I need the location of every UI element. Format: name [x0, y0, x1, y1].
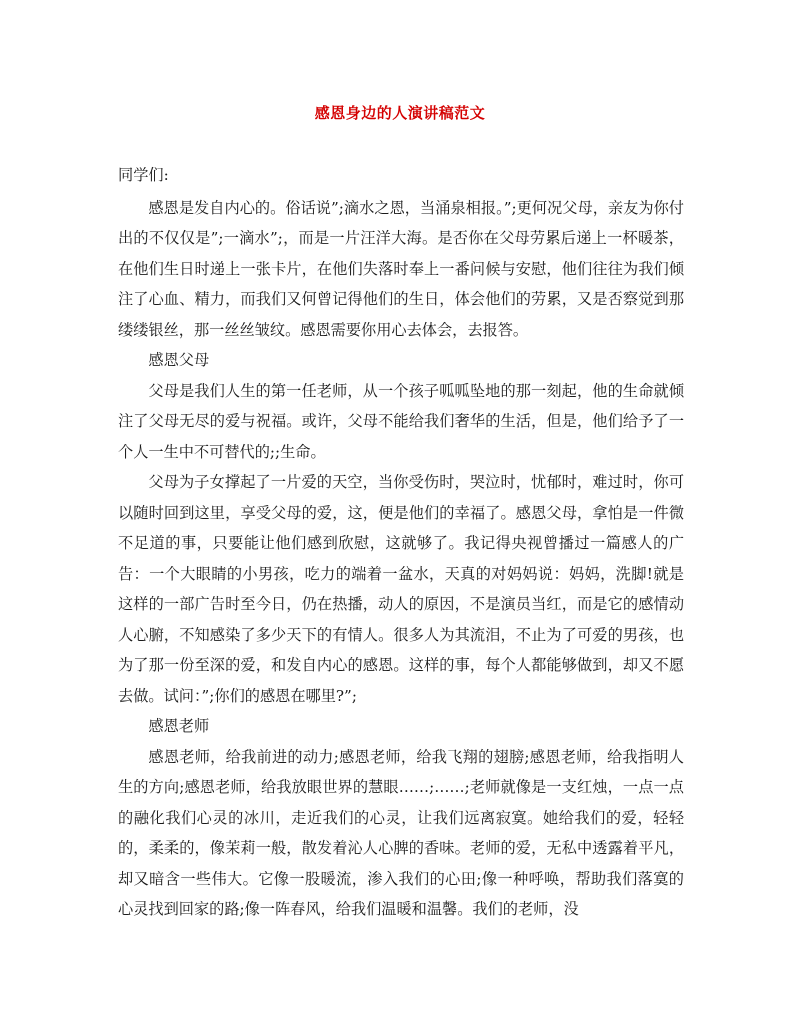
- paragraph-teachers: 感恩老师，给我前进的动力;感恩老师，给我飞翔的翅膀;感恩老师，给我指明人生的方向;感恩老师，给我放眼世界的慧眼……;……;老师就像是一支红烛，一点一点的融化我们心灵的冰川，走近我们的心灵，让我们远离寂寞。她给我们的爱，轻轻的，柔柔的，像茉莉一般，散发着沁人心脾的香味。老师的爱，无私中透露着平凡，却又暗含一些伟大。它像一股暖流，渗入我们的心田;像一种呼唤，帮助我们落寞的心灵找到回家的路;像一阵春风，给我们温暖和温馨。我们的老师，没: [118, 747, 684, 918]
- greeting: 同学们:: [118, 166, 169, 184]
- paragraph-intro: 感恩是发自内心的。俗话说”;滴水之恩，当涌泉相报。”;更何况父母，亲友为你付出的不仅仅是”;一滴水”;，而是一片汪洋大海。是否你在父母劳累后递上一杯暖茶，在他们生日时递上一张卡片，在他们失落时奉上一番问候与安慰，他们往往为我们倾注了心血、精力，而我们又何曾记得他们的生日，体会他们的劳累，又是否察觉到那缕缕银丝，那一丝丝皱纹。感恩需要你用心去体会，去报答。: [118, 198, 684, 339]
- document-body: [118, 160, 684, 925]
- section-heading-teachers: 感恩老师: [148, 717, 210, 735]
- section-heading-parents: 感恩父母: [148, 351, 210, 369]
- document-title: 感恩身边的人演讲稿范文: [314, 104, 486, 122]
- paragraph-parents-2: 父母为子女撑起了一片爱的天空，当你受伤时，哭泣时，忧郁时，难过时，你可以随时回到这里，享受父母的爱，这，便是他们的幸福了。感恩父母，拿怕是一件微不足道的事，只要能让他们感到欣慰，这就够了。我记得央视曾播过一篇感人的广告：一个大眼睛的小男孩，吃力的端着一盆水，天真的对妈妈说：妈妈，洗脚!就是这样的一部广告时至今日，仍在热播，动人的原因，不是演员当红，而是它的感情动人心腑，不知感染了多少天下的有情人。很多人为其流泪，不止为了可爱的男孩，也为了那一份至深的爱，和发自内心的感恩。这样的事，每个人都能够做到，却又不愿去做。试问：”;你们的感恩在哪里?”;: [118, 473, 684, 705]
- paragraph-parents-1: 父母是我们人生的第一任老师，从一个孩子呱呱坠地的那一刻起，他的生命就倾注了父母无尽的爱与祝福。或许，父母不能给我们奢华的生活，但是，他们给予了一个人一生中不可替代的;;生命。: [118, 381, 684, 461]
